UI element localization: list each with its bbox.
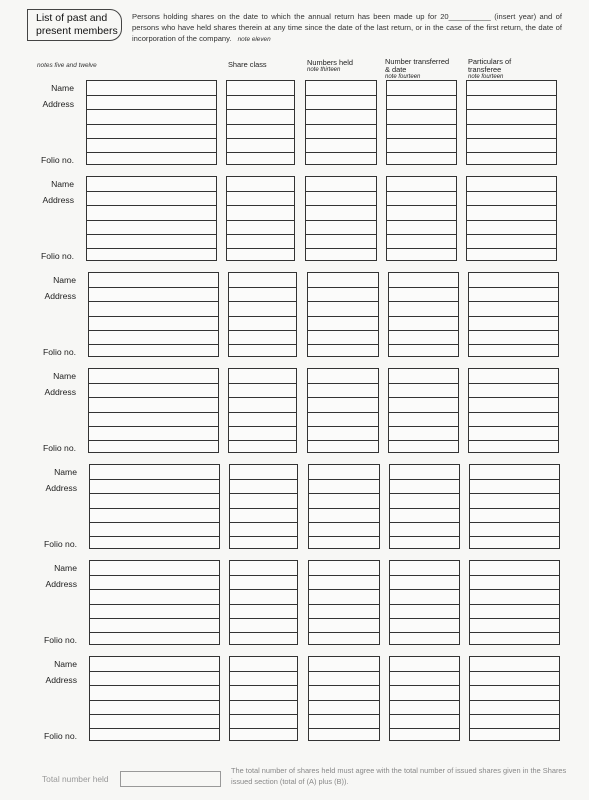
grid-row-line xyxy=(229,426,296,427)
grid-row-line xyxy=(389,440,458,441)
grid-row-line xyxy=(306,191,376,192)
grid-row-line xyxy=(306,220,376,221)
grid-row-line xyxy=(230,589,297,590)
grid-row-line xyxy=(389,344,458,345)
grid-row-line xyxy=(389,287,458,288)
grid-row-line xyxy=(390,589,459,590)
grid-row-line xyxy=(470,493,559,494)
grid-row-line xyxy=(467,152,556,153)
grid-row-line xyxy=(309,604,379,605)
grid-row-line xyxy=(309,685,379,686)
grid-row-line xyxy=(309,714,379,715)
grid-row-line xyxy=(87,138,216,139)
grid-row-line xyxy=(90,671,219,672)
member-details-column[interactable] xyxy=(89,464,220,549)
grid-row-line xyxy=(309,536,379,537)
grid-row-line xyxy=(229,301,296,302)
name-label: Name xyxy=(53,275,76,285)
grid-row-line xyxy=(230,575,297,576)
grid-row-line xyxy=(229,330,296,331)
grid-row-line xyxy=(229,344,296,345)
grid-row-line xyxy=(309,618,379,619)
grid-row-line xyxy=(470,604,559,605)
grid-row-line xyxy=(469,316,558,317)
grid-row-line xyxy=(469,397,558,398)
grid-row-line xyxy=(469,344,558,345)
section-title-line2: present members xyxy=(36,25,118,37)
address-label: Address xyxy=(42,99,74,109)
grid-row-line xyxy=(87,95,216,96)
grid-row-line xyxy=(89,316,218,317)
grid-row-line xyxy=(470,508,559,509)
name-label: Name xyxy=(51,83,74,93)
grid-row-line xyxy=(387,191,456,192)
number-transferred-column[interactable] xyxy=(386,80,457,165)
grid-row-line xyxy=(90,685,219,686)
grid-row-line xyxy=(230,479,297,480)
grid-row-line xyxy=(467,138,556,139)
grid-row-line xyxy=(306,152,376,153)
grid-row-line xyxy=(229,316,296,317)
grid-row-line xyxy=(306,138,376,139)
name-label: Name xyxy=(54,467,77,477)
grid-row-line xyxy=(89,344,218,345)
grid-row-line xyxy=(308,383,378,384)
numbers-held-column[interactable] xyxy=(307,368,379,453)
header-number-transferred xyxy=(385,58,449,81)
number-transferred-column[interactable] xyxy=(388,272,459,357)
folio-label: Folio no. xyxy=(44,635,77,645)
folio-label: Folio no. xyxy=(43,443,76,453)
number-transferred-column[interactable] xyxy=(389,656,460,741)
address-label: Address xyxy=(45,675,77,685)
grid-row-line xyxy=(390,671,459,672)
member-details-column[interactable] xyxy=(89,560,220,645)
grid-row-line xyxy=(387,138,456,139)
grid-row-line xyxy=(470,700,559,701)
grid-row-line xyxy=(308,344,378,345)
grid-row-line xyxy=(227,248,294,249)
intro-note: note eleven xyxy=(237,36,271,43)
grid-row-line xyxy=(387,234,456,235)
numbers-held-column[interactable] xyxy=(305,80,377,165)
header-share-class xyxy=(228,61,267,69)
grid-row-line xyxy=(308,316,378,317)
grid-row-line xyxy=(89,440,218,441)
particulars-column[interactable] xyxy=(466,80,557,165)
grid-row-line xyxy=(306,109,376,110)
grid-row-line xyxy=(469,412,558,413)
member-details-column[interactable] xyxy=(86,80,217,165)
grid-row-line xyxy=(90,575,219,576)
share-class-column[interactable] xyxy=(226,176,295,261)
grid-row-line xyxy=(89,383,218,384)
grid-row-line xyxy=(230,618,297,619)
left-column-note: notes five and twelve xyxy=(37,62,97,69)
grid-row-line xyxy=(309,575,379,576)
grid-row-line xyxy=(389,301,458,302)
grid-row-line xyxy=(390,479,459,480)
grid-row-line xyxy=(467,191,556,192)
grid-row-line xyxy=(470,632,559,633)
particulars-column[interactable] xyxy=(469,656,560,741)
grid-row-line xyxy=(230,700,297,701)
grid-row-line xyxy=(309,522,379,523)
grid-row-line xyxy=(87,191,216,192)
member-details-column[interactable] xyxy=(88,272,219,357)
section-title-box xyxy=(27,9,122,41)
member-details-column[interactable] xyxy=(86,176,217,261)
grid-row-line xyxy=(308,440,378,441)
grid-row-line xyxy=(387,152,456,153)
grid-row-line xyxy=(469,301,558,302)
grid-row-line xyxy=(90,632,219,633)
grid-row-line xyxy=(229,440,296,441)
total-number-held-label: Total number held xyxy=(42,774,109,784)
grid-row-line xyxy=(87,109,216,110)
share-class-column[interactable] xyxy=(228,272,297,357)
footer-note: The total number of shares held must agree with the total number of issued shares given in the Shares issued section (total of (A) plus (B)). xyxy=(231,766,567,786)
grid-row-line xyxy=(469,426,558,427)
grid-row-line xyxy=(390,685,459,686)
grid-row-line xyxy=(470,685,559,686)
grid-row-line xyxy=(87,234,216,235)
numbers-held-column[interactable] xyxy=(308,656,380,741)
grid-row-line xyxy=(470,479,559,480)
grid-row-line xyxy=(467,220,556,221)
particulars-column[interactable] xyxy=(468,368,559,453)
total-number-held-field[interactable] xyxy=(120,771,221,787)
intro-body: Persons holding shares on the date to which the annual return has been made up for 20__________ (insert year) and of persons who have held shares therein at any time since the date of the last return, or in the case of the first return, the date of incorporation of the company. xyxy=(132,12,562,43)
header-number-transferred-line2: & date xyxy=(385,65,407,74)
grid-row-line xyxy=(87,124,216,125)
grid-row-line xyxy=(90,522,219,523)
grid-row-line xyxy=(89,426,218,427)
grid-row-line xyxy=(389,330,458,331)
numbers-held-column[interactable] xyxy=(305,176,377,261)
grid-row-line xyxy=(469,440,558,441)
grid-row-line xyxy=(229,287,296,288)
grid-row-line xyxy=(306,124,376,125)
grid-row-line xyxy=(227,95,294,96)
grid-row-line xyxy=(306,234,376,235)
grid-row-line xyxy=(467,205,556,206)
grid-row-line xyxy=(230,728,297,729)
grid-row-line xyxy=(90,714,219,715)
header-share-class-label: Share class xyxy=(228,60,267,69)
grid-row-line xyxy=(470,575,559,576)
member-details-column[interactable] xyxy=(89,656,220,741)
grid-row-line xyxy=(309,589,379,590)
header-numbers-held xyxy=(307,59,353,74)
grid-row-line xyxy=(389,316,458,317)
grid-row-line xyxy=(308,330,378,331)
grid-row-line xyxy=(230,493,297,494)
address-label: Address xyxy=(44,387,76,397)
header-particulars-line1: Particulars of xyxy=(468,57,512,66)
grid-row-line xyxy=(309,728,379,729)
header-particulars-line2: transferee xyxy=(468,65,502,74)
header-number-transferred-line1: Number transferred xyxy=(385,57,450,66)
header-numbers-held-label: Numbers held xyxy=(307,58,354,67)
particulars-column[interactable] xyxy=(469,464,560,549)
share-class-column[interactable] xyxy=(228,368,297,453)
grid-row-line xyxy=(87,205,216,206)
grid-row-line xyxy=(229,383,296,384)
grid-row-line xyxy=(308,301,378,302)
grid-row-line xyxy=(309,632,379,633)
particulars-column[interactable] xyxy=(468,272,559,357)
grid-row-line xyxy=(227,124,294,125)
grid-row-line xyxy=(309,479,379,480)
number-transferred-column[interactable] xyxy=(389,464,460,549)
grid-row-line xyxy=(467,95,556,96)
grid-row-line xyxy=(389,412,458,413)
grid-row-line xyxy=(309,508,379,509)
grid-row-line xyxy=(90,604,219,605)
folio-label: Folio no. xyxy=(44,731,77,741)
grid-row-line xyxy=(230,714,297,715)
grid-row-line xyxy=(387,95,456,96)
name-label: Name xyxy=(54,563,77,573)
grid-row-line xyxy=(467,234,556,235)
grid-row-line xyxy=(308,287,378,288)
grid-row-line xyxy=(467,124,556,125)
grid-row-line xyxy=(470,536,559,537)
member-details-column[interactable] xyxy=(88,368,219,453)
grid-row-line xyxy=(90,493,219,494)
grid-row-line xyxy=(230,536,297,537)
grid-row-line xyxy=(389,383,458,384)
grid-row-line xyxy=(390,632,459,633)
header-particulars-note: note fourteen xyxy=(468,74,504,80)
grid-row-line xyxy=(227,234,294,235)
folio-label: Folio no. xyxy=(41,251,74,261)
share-class-column[interactable] xyxy=(229,560,298,645)
grid-row-line xyxy=(308,412,378,413)
grid-row-line xyxy=(390,536,459,537)
numbers-held-column[interactable] xyxy=(307,272,379,357)
numbers-held-column[interactable] xyxy=(308,464,380,549)
grid-row-line xyxy=(227,220,294,221)
intro-text xyxy=(132,11,562,45)
grid-row-line xyxy=(309,700,379,701)
grid-row-line xyxy=(467,109,556,110)
grid-row-line xyxy=(227,109,294,110)
grid-row-line xyxy=(470,714,559,715)
share-class-column[interactable] xyxy=(229,656,298,741)
grid-row-line xyxy=(227,152,294,153)
address-label: Address xyxy=(42,195,74,205)
grid-row-line xyxy=(90,700,219,701)
grid-row-line xyxy=(230,685,297,686)
grid-row-line xyxy=(467,248,556,249)
grid-row-line xyxy=(387,109,456,110)
grid-row-line xyxy=(90,508,219,509)
grid-row-line xyxy=(87,152,216,153)
grid-row-line xyxy=(89,301,218,302)
name-label: Name xyxy=(53,371,76,381)
grid-row-line xyxy=(469,383,558,384)
share-class-column[interactable] xyxy=(226,80,295,165)
address-label: Address xyxy=(44,291,76,301)
grid-row-line xyxy=(309,671,379,672)
header-particulars xyxy=(468,58,511,81)
folio-label: Folio no. xyxy=(43,347,76,357)
grid-row-line xyxy=(308,426,378,427)
grid-row-line xyxy=(87,248,216,249)
grid-row-line xyxy=(387,124,456,125)
grid-row-line xyxy=(387,205,456,206)
grid-row-line xyxy=(87,220,216,221)
grid-row-line xyxy=(89,397,218,398)
grid-row-line xyxy=(227,205,294,206)
folio-label: Folio no. xyxy=(44,539,77,549)
grid-row-line xyxy=(470,522,559,523)
grid-row-line xyxy=(90,728,219,729)
grid-row-line xyxy=(470,618,559,619)
grid-row-line xyxy=(90,589,219,590)
grid-row-line xyxy=(470,728,559,729)
grid-row-line xyxy=(306,205,376,206)
grid-row-line xyxy=(227,138,294,139)
particulars-column[interactable] xyxy=(469,560,560,645)
grid-row-line xyxy=(390,522,459,523)
header-number-transferred-note: note fourteen xyxy=(385,74,421,80)
address-label: Address xyxy=(45,483,77,493)
number-transferred-column[interactable] xyxy=(388,368,459,453)
grid-row-line xyxy=(89,287,218,288)
grid-row-line xyxy=(230,632,297,633)
grid-row-line xyxy=(390,728,459,729)
grid-row-line xyxy=(389,426,458,427)
name-label: Name xyxy=(54,659,77,669)
grid-row-line xyxy=(469,330,558,331)
grid-row-line xyxy=(390,508,459,509)
grid-row-line xyxy=(390,714,459,715)
grid-row-line xyxy=(390,493,459,494)
grid-row-line xyxy=(230,522,297,523)
grid-row-line xyxy=(306,248,376,249)
grid-row-line xyxy=(387,220,456,221)
grid-row-line xyxy=(90,536,219,537)
grid-row-line xyxy=(230,671,297,672)
grid-row-line xyxy=(90,479,219,480)
section-title-line1: List of past and xyxy=(36,12,108,24)
grid-row-line xyxy=(229,412,296,413)
grid-row-line xyxy=(309,493,379,494)
grid-row-line xyxy=(90,618,219,619)
grid-row-line xyxy=(390,604,459,605)
grid-row-line xyxy=(308,397,378,398)
grid-row-line xyxy=(227,191,294,192)
grid-row-line xyxy=(89,330,218,331)
number-transferred-column[interactable] xyxy=(389,560,460,645)
grid-row-line xyxy=(89,412,218,413)
grid-row-line xyxy=(470,671,559,672)
address-label: Address xyxy=(45,579,77,589)
numbers-held-column[interactable] xyxy=(308,560,380,645)
name-label: Name xyxy=(51,179,74,189)
grid-row-line xyxy=(390,575,459,576)
grid-row-line xyxy=(470,589,559,590)
grid-row-line xyxy=(387,248,456,249)
grid-row-line xyxy=(389,397,458,398)
grid-row-line xyxy=(390,618,459,619)
share-class-column[interactable] xyxy=(229,464,298,549)
grid-row-line xyxy=(306,95,376,96)
grid-row-line xyxy=(469,287,558,288)
grid-row-line xyxy=(230,604,297,605)
particulars-column[interactable] xyxy=(466,176,557,261)
grid-row-line xyxy=(390,700,459,701)
header-numbers-held-note: note thirteen xyxy=(307,67,341,73)
grid-row-line xyxy=(229,397,296,398)
grid-row-line xyxy=(230,508,297,509)
number-transferred-column[interactable] xyxy=(386,176,457,261)
folio-label: Folio no. xyxy=(41,155,74,165)
